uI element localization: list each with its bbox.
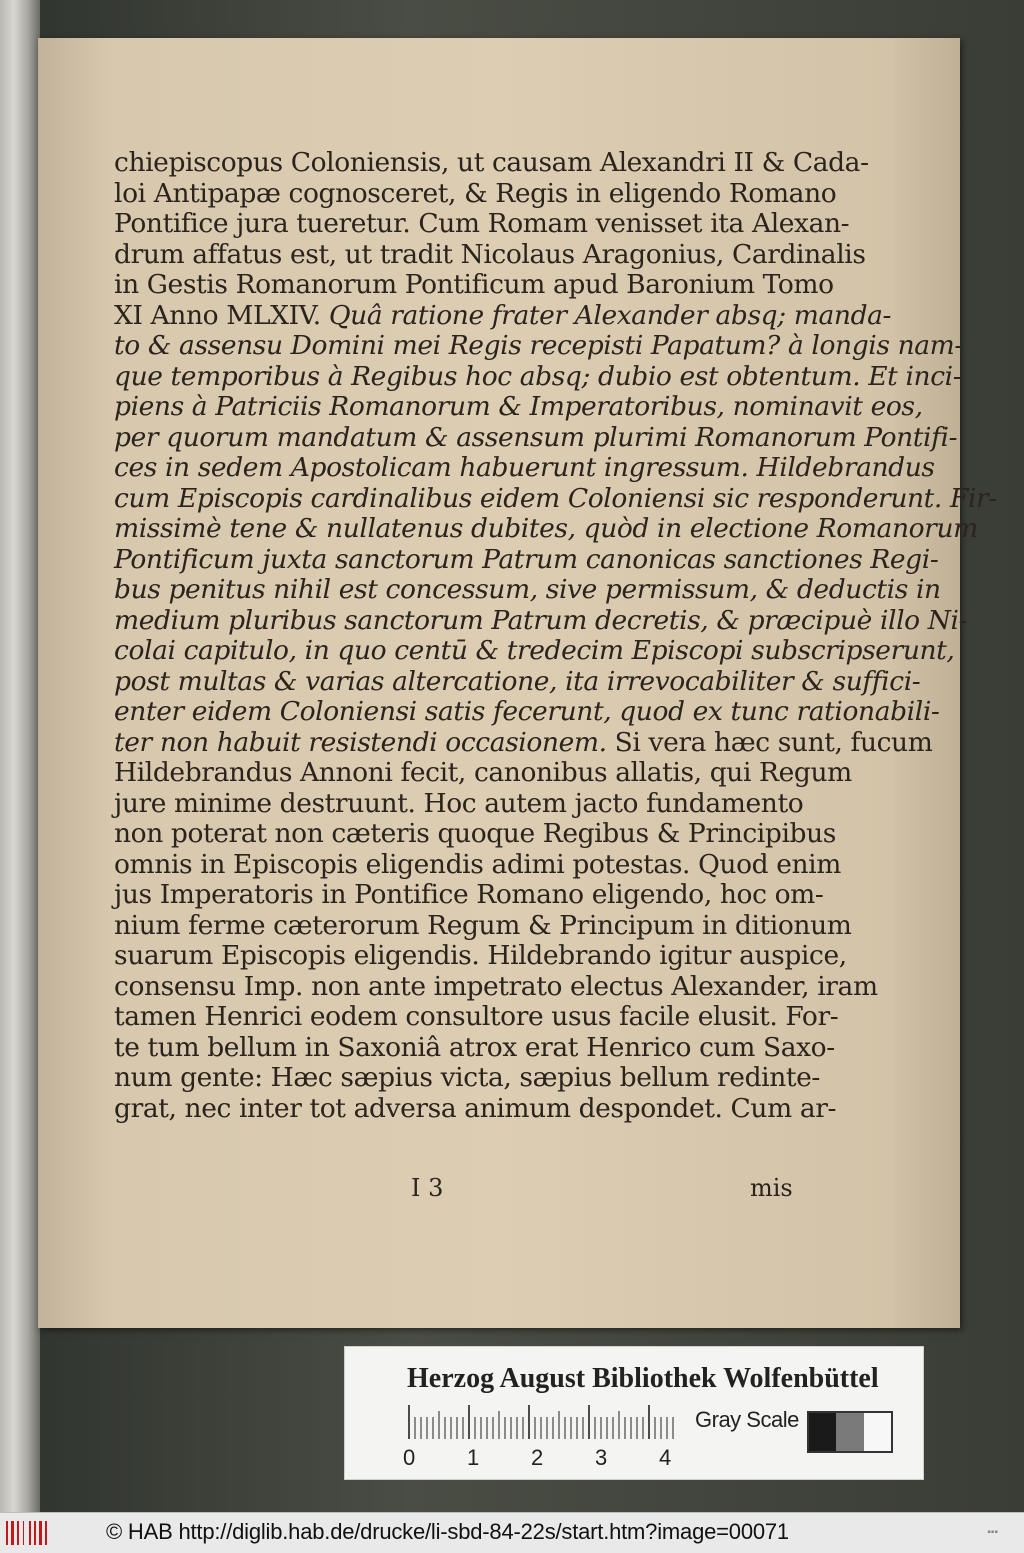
text-line [114,604,968,637]
roman-segment: jure minime destruunt. Hoc autem jacto fundamento [114,787,804,819]
roman-segment: suarum Episcopis eligendis. Hildebrando igitur auspice, [114,940,847,971]
page-url[interactable]: © HAB http://diglib.hab.de/drucke/li-sbd-84-22s/start.htm?image=00071 [106,1519,789,1544]
ruler-number: 1 [467,1445,480,1470]
library-name: Herzog August Bibliothek Wolfenbüttel [407,1363,879,1394]
italic-segment: medium pluribus sanctorum Patrum decretis, & præcipuè illo Ni- [114,604,968,636]
logo-bar [23,1521,24,1545]
roman-segment: num gente: Hæc sæpius victa, sæpius bellum redinte- [114,1062,820,1093]
italic-segment: enter eidem Coloniensi satis fecerunt, quod ex tunc rationabili- [114,696,940,727]
text-line [114,696,940,728]
logo-bar [34,1521,36,1545]
roman-segment: nium ferme cæterorum Regum & Principum in ditionum [114,909,852,941]
roman-segment: Hildebrandus Annoni fecit, canonibus allatis, qui Regum [114,757,852,788]
hab-logo-icon [6,1521,50,1545]
text-line [114,391,923,423]
status-bar [0,1512,1024,1553]
italic-segment: cum Episcopis cardinalibus eidem Coloniensi sic responderunt. Fir- [114,482,997,514]
catchword: mis [750,1174,793,1202]
ruler-scale [407,1405,675,1441]
color-calibration-card [344,1346,924,1480]
roman-segment: chiepiscopus Coloniensis, ut causam Alexandri II & Cada- [114,147,869,178]
text-line [114,269,834,301]
text-line [114,635,955,667]
italic-segment: colai capitulo, in quo centū & tredecim Episcopi subscripserunt, [114,635,955,666]
italic-segment: per quorum mandatum & assensum plurimi Romanorum Pontifi- [114,421,958,453]
roman-segment: XI Anno MLXIV. [114,299,329,331]
page-text [114,147,997,1124]
text-line [114,818,836,850]
roman-segment: Si vera hæc sunt, fucum [606,726,933,758]
italic-segment: que temporibus à Regibus hoc absq; dubio est obtentum. Et inci- [114,360,962,392]
text-line [114,208,850,240]
ruler-number: 3 [595,1445,608,1470]
text-line [114,147,869,179]
gray-swatch [864,1413,891,1451]
gray-swatch [809,1413,836,1451]
logo-bar [45,1521,47,1545]
roman-segment: loi Antipapæ cognosceret, & Regis in eligendo Romano [114,177,837,209]
text-line [114,1001,839,1033]
logo-bar [11,1521,14,1545]
text-line [114,940,847,972]
text-line [114,879,824,911]
italic-segment: to & assensu Domini mei Regis recepisti Papatum? à longis nam- [114,330,963,361]
roman-segment: in Gestis Romanorum Pontificum apud Baronium Tomo [114,269,834,300]
ruler-number: 2 [531,1445,544,1470]
text-line [114,1031,835,1064]
text-line [114,360,962,393]
text-line [114,238,866,271]
logo-bar [17,1521,19,1545]
logo-bar [6,1521,8,1545]
book-page [38,38,997,1328]
text-line [114,1092,837,1125]
logo-bar [29,1521,31,1545]
gray-scale-swatches [807,1411,893,1453]
text-line [114,848,841,881]
ruler-number: 0 [403,1445,416,1470]
italic-segment: missimè tene & nullatenus dubites, quòd in electione Romanorum [114,513,978,544]
text-line [114,909,852,942]
roman-segment: drum affatus est, ut tradit Nicolaus Aragonius, Cardinalis [114,238,866,270]
text-line [114,330,963,362]
roman-segment: omnis in Episcopis eligendis adimi potestas. Quod enim [114,848,841,880]
text-line [114,789,814,820]
roman-segment: jus Imperatoris in Pontifice Romano eligendo, hoc om- [114,879,824,910]
roman-segment: Pontifice jura tueretur. Cum Romam venisset ita Alexan- [114,208,850,239]
italic-segment: bus penitus nihil est concessum, sive permissum, & deductis in [114,574,941,605]
roman-segment: grat, nec inter tot adversa animum despondet. Cum ar- [114,1092,837,1124]
italic-segment: Pontificum juxta sanctorum Patrum canonicas sanctiones Regi- [114,543,939,575]
text-line [114,299,892,332]
ruler-numbers [403,1445,703,1473]
gray-scale-label: Gray Scale [695,1407,799,1432]
signature-mark: I 3 [411,1174,444,1202]
roman-segment: tamen Henrici eodem consultore usus facile elusit. For- [114,1001,839,1032]
text-line [114,452,935,484]
text-line [114,482,997,515]
gray-swatch [836,1413,863,1451]
italic-segment: post multas & varias altercatione, ita irrevocabiliter & suffici- [114,665,921,697]
menu-dots-icon[interactable]: ▪▪▪ [987,1527,998,1538]
text-line [114,177,837,210]
roman-segment: consensu Imp. non ante impetrato electus Alexander, iram [114,970,878,1002]
text-line [114,665,921,698]
italic-segment: ter non habuit resistendi occasionem. [114,726,607,758]
text-line [114,726,933,759]
text-line [114,757,852,789]
roman-segment: non poterat non cæteris quoque Regibus & Principibus [114,818,836,849]
book-binding [0,0,40,1512]
text-line [114,421,958,454]
ruler-number: 4 [659,1445,672,1470]
text-line [114,574,941,606]
text-line [114,513,978,545]
italic-segment: Quâ ratione frater Alexander absq; manda- [328,299,892,331]
roman-segment: te tum bellum in Saxoniâ atrox erat Henrico cum Saxo- [114,1031,835,1063]
text-line [114,1062,820,1094]
logo-bar [39,1521,42,1545]
text-line [114,970,878,1003]
italic-segment: piens à Patriciis Romanorum & Imperatoribus, nominavit eos, [114,391,923,422]
italic-segment: ces in sedem Apostolicam habuerunt ingressum. Hildebrandus [114,452,935,483]
text-line [114,543,939,576]
